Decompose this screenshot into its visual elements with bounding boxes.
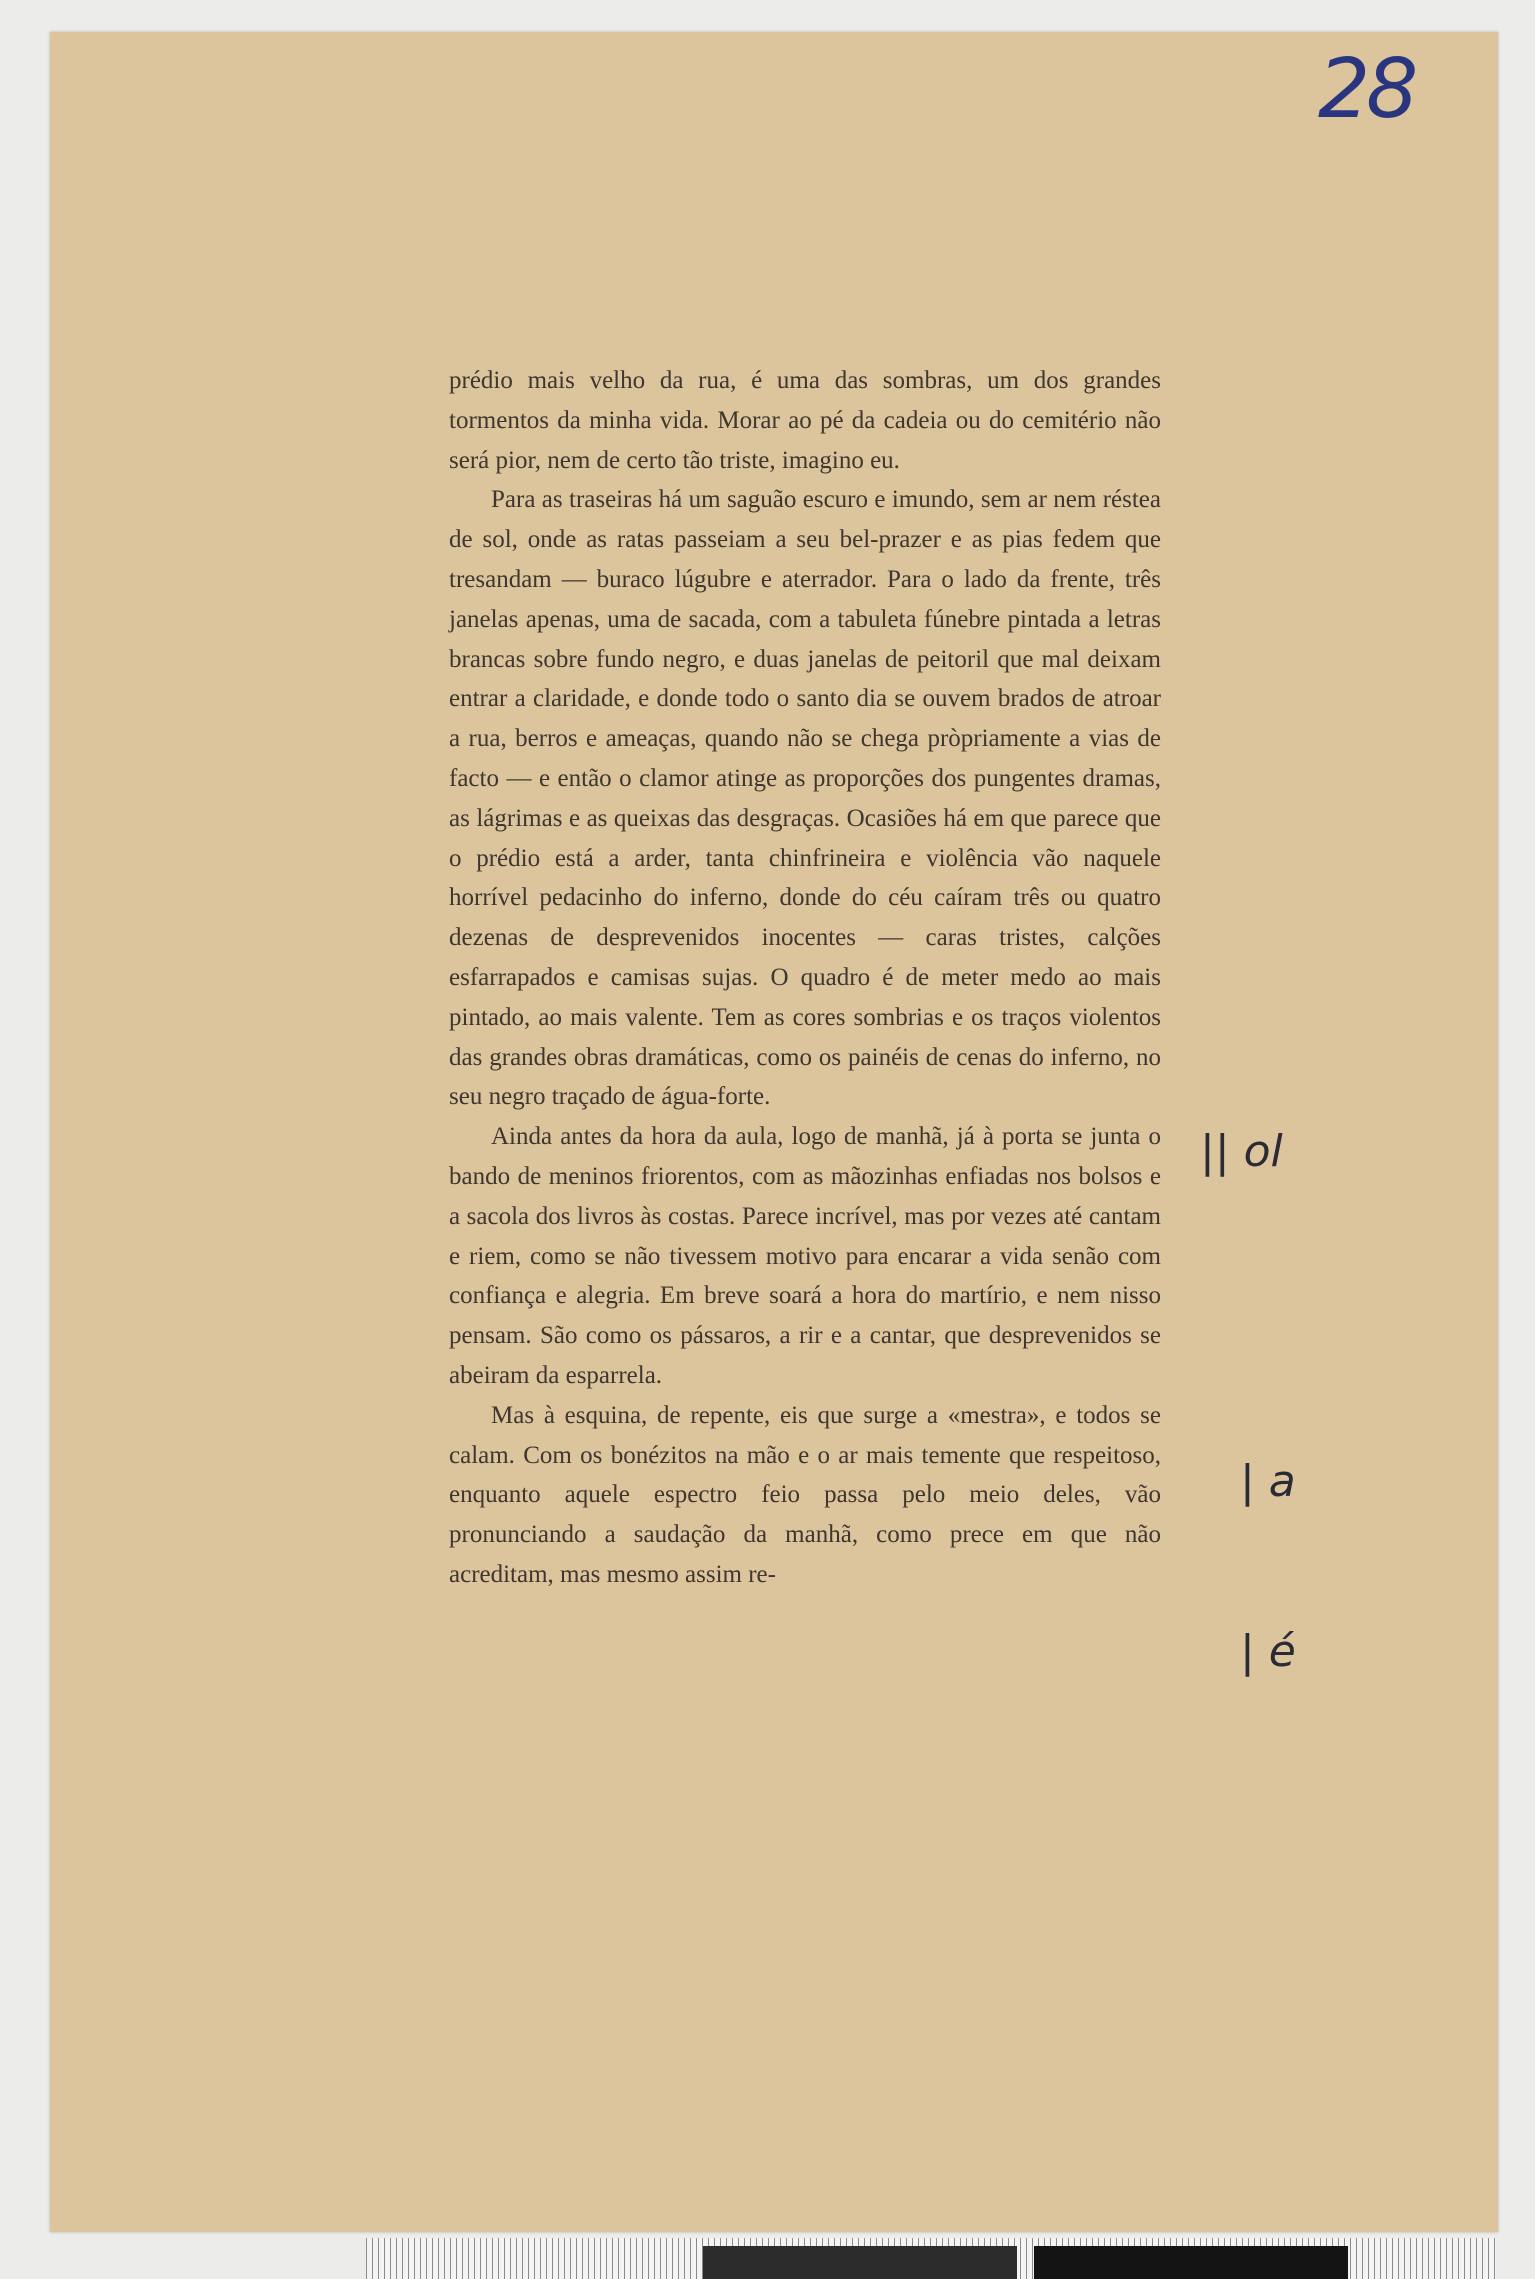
paragraph: Ainda antes da hora da aula, logo de manhã, já à porta se junta o bando de meninos friorentos, com as mãozinhas enfiadas nos bolsos e a sacola dos livros às costas. Parece incrível, mas por vezes até cantam e riem, como se não tivessem motivo para encarar a vida senão com confiança e alegria. Em breve soará a hora do martírio, e nem nisso pensam. São como os pássaros, a rir e a cantar, que desprevenidos se abeiram da esparrela. [449, 1123, 1161, 1389]
scale-ruler [366, 2238, 1496, 2279]
paragraph: Para as traseiras há um saguão escuro e imundo, sem ar nem réstea de sol, onde as ratas passeiam a seu bel-prazer e as pias fedem que tresandam — buraco lúgubre e aterrador. Para o lado da frente, três janelas apenas, uma de sacada, com a tabuleta fúnebre pintada a letras brancas sobre fundo negro, e duas janelas de peitoril que mal deixam entrar a claridade, e donde todo o santo dia se ouvem brados de atroar a rua, berros e ameaças, quando não se chega pròpriamente a vias de facto — e então o clamor atinge as proporções dos pungentes dramas, as lágrimas e as queixas das desgraças. Ocasiões há em que parece que o prédio está a arder, tanta chinfrineira e violência vão naquele horrível pedacinho do inferno, donde do céu caíram três ou quatro dezenas de desprevenidos inocentes — caras tristes, calções esfarrapados e camisas sujas. O quadro é de meter medo ao mais pintado, ao mais valente. Tem as cores sombrias e os traços violentos das grandes obras dramáticas, como os painéis de cenas do inferno, no seu negro traçado de água-forte. [449, 486, 1161, 1111]
margin-note: | é [1240, 1626, 1296, 1677]
page-number: 28 [1318, 42, 1415, 137]
body-text [449, 361, 1161, 1595]
margin-note: || ol [1200, 1126, 1283, 1177]
paragraph: Mas à esquina, de repente, eis que surge a «mestra», e todos se calam. Com os bonézitos na mão e o ar mais temente que respeitoso, enquanto aquele espectro feio passa pelo meio deles, vão pronunciando a saudação da manhã, como prece em que não acreditam, mas mesmo assim re- [449, 1401, 1161, 1588]
calibration-block [703, 2246, 1017, 2279]
paragraph: prédio mais velho da rua, é uma das sombras, um dos grandes tormentos da minha vida. Morar ao pé da cadeia ou do cemitério não será pior, nem de certo tão triste, imagino eu. [449, 367, 1161, 474]
calibration-block [1034, 2246, 1348, 2279]
margin-note: | a [1240, 1456, 1296, 1507]
